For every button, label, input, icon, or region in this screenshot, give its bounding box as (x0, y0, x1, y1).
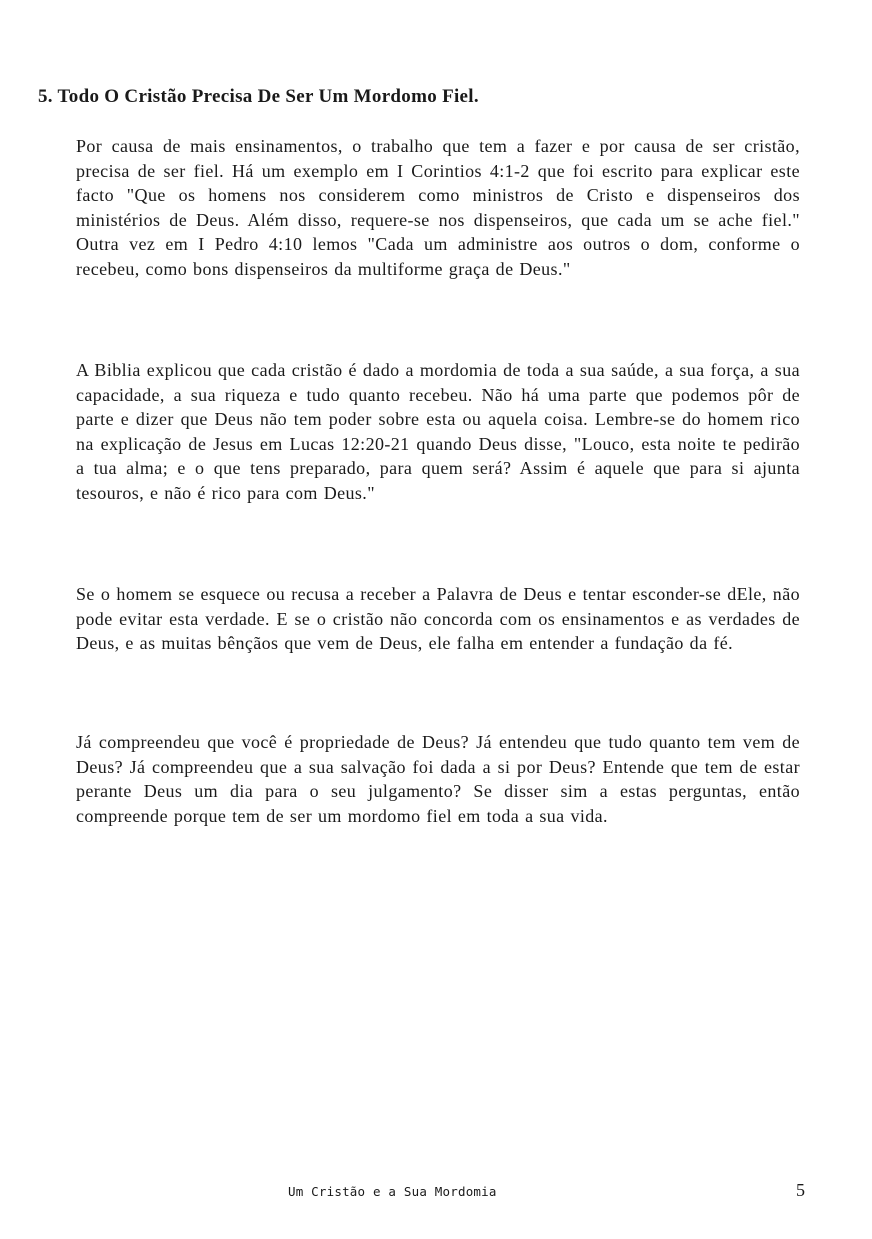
paragraph-2 (40, 358, 800, 506)
section-heading: 5. Todo O Cristão Precisa De Ser Um Mordomo Fiel. (38, 86, 479, 107)
paragraph-3 (40, 582, 800, 656)
page-number: 5 (796, 1180, 805, 1200)
paragraph-1 (40, 134, 800, 282)
footer-book-title: Um Cristão e a Sua Mordomia (288, 1184, 497, 1199)
paragraph-text: A Biblia explicou que cada cristão é dado a mordomia de toda a sua saúde, a sua força, a sua capacidade, a sua riqueza e tudo quanto recebeu. Não há uma parte que podemos pôr de parte e dizer que Deus não tem poder sobre esta ou aquela coisa. Lembre-se do homem rico na explicação de Jesus em Lucas 12:20-21 quando Deus disse, "Louco, esta noite te pedirão a tua alma; e o que tens preparado, para quem será? Assim é aquele que para si ajunta tesouros, e não é rico para com Deus." (76, 360, 800, 503)
paragraph-text: Por causa de mais ensinamentos, o trabalho que tem a fazer e por causa de ser cristão, precisa de ser fiel. Há um exemplo em I Corintios 4:1-2 que foi escrito para explicar este facto "Que os homens nos considerem como ministros de Cristo e dispenseiros dos ministérios de Deus. Além disso, requere-se nos dispenseiros, que cada um se ache fiel." Outra vez em I Pedro 4:10 lemos "Cada um administre aos outros o dom, conforme o recebeu, como bons dispenseiros da multiforme graça de Deus." (76, 136, 800, 279)
paragraph-text: Já compreendeu que você é propriedade de Deus? Já entendeu que tudo quanto tem vem de Deus? Já compreendeu que a sua salvação foi dada a si por Deus? Entende que tem de estar perante Deus um dia para o seu julgamento? Se disser sim a estas perguntas, então compreende porque tem de ser um mordomo fiel em toda a sua vida. (76, 732, 800, 826)
paragraph-4 (40, 730, 800, 828)
paragraph-text: Se o homem se esquece ou recusa a receber a Palavra de Deus e tentar esconder-se dEle, não pode evitar esta verdade. E se o cristão não concorda com os ensinamentos e as verdades de Deus, e as muitas bênçãos que vem de Deus, ele falha em entender a fundação da fé. (76, 584, 800, 654)
